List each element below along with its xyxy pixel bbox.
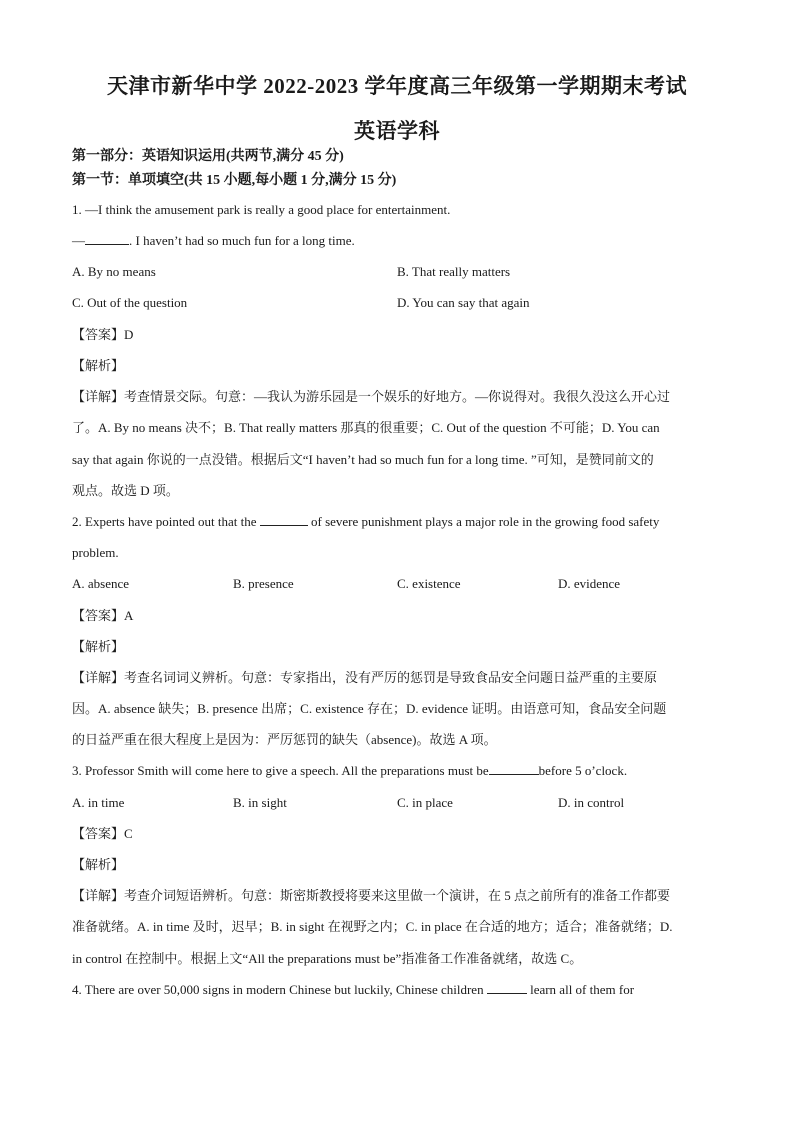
q4-stem — [72, 981, 724, 999]
q3-option-a: A. in time — [72, 795, 125, 810]
q4-blank — [487, 981, 527, 994]
q2-option-a: A. absence — [72, 576, 130, 591]
q1-stem-line2 — [72, 232, 724, 250]
q1-option-d: D. You can say that again — [397, 295, 530, 310]
q2-detail-line1: 【详解】考查名词词义辨析。句意：专家指出，没有严厉的惩罚是导致食品安全问题日益严重的主要原 — [72, 670, 658, 685]
q3-option-d: D. in control — [558, 795, 625, 810]
q1-detail-line1: 【详解】考查情景交际。句意：—我认为游乐园是一个娱乐的好地方。—你说得对。我很久没这么开心过 — [72, 389, 671, 404]
q2-stem-prefix: 2. Experts have pointed out that the — [72, 514, 257, 529]
q3-analysis-label: 【解析】 — [72, 857, 125, 872]
subject-title: 英语学科 — [354, 119, 440, 143]
q4-stem-prefix: 4. There are over 50,000 signs in modern Chinese but luckily, Chinese children — [72, 982, 484, 997]
q3-blank — [489, 762, 539, 775]
q3-option-b: B. in sight — [233, 795, 287, 810]
part-heading: 第一部分：英语知识运用(共两节,满分 45 分) — [72, 149, 344, 164]
q2-blank — [260, 513, 308, 526]
q1-blank — [85, 232, 129, 245]
q2-analysis-label: 【解析】 — [72, 639, 125, 654]
q1-stem-suffix: . I haven’t had so much fun for a long time. — [129, 233, 355, 248]
q3-detail-line2: 准备就绪。A. in time 及时，迟早；B. in sight 在视野之内；C. in place 在合适的地方；适合；准备就绪；D. — [72, 919, 673, 934]
q3-stem-prefix: 3. Professor Smith will come here to give a speech. All the preparations must be — [72, 763, 489, 778]
q2-stem-line2: problem. — [72, 545, 119, 560]
q1-option-c: C. Out of the question — [72, 295, 188, 310]
q1-detail-line4: 观点。故选 D 项。 — [72, 483, 179, 498]
q2-answer: 【答案】A — [72, 608, 134, 623]
q2-option-b: B. presence — [233, 576, 294, 591]
q4-stem-suffix: learn all of them for — [530, 982, 635, 997]
q3-stem — [72, 762, 724, 780]
q3-option-c: C. in place — [397, 795, 453, 810]
q1-option-b: B. That really matters — [397, 264, 511, 279]
q1-detail-line3: say that again 你说的一点没错。根据后文“I haven’t had so much fun for a long time. ”可知，是赞同前文的 — [72, 452, 654, 467]
q1-detail-line2: 了。A. By no means 决不；B. That really matters 那真的很重要；C. Out of the question 不可能；D. You can — [72, 420, 660, 435]
q1-dash: — — [72, 233, 85, 248]
q1-option-a: A. By no means — [72, 264, 156, 279]
q3-detail-line3: in control 在控制中。根据上文“All the preparations must be”指准备工作准备就绪，故选 C。 — [72, 951, 583, 966]
q3-stem-suffix: before 5 o’clock. — [538, 763, 628, 778]
q3-detail-line1: 【详解】考查介词短语辨析。句意：斯密斯教授将要来这里做一个演讲，在 5 点之前所有的准备工作都要 — [72, 888, 671, 903]
q1-analysis-label: 【解析】 — [72, 358, 125, 373]
section-heading: 第一节：单项填空(共 15 小题,每小题 1 分,满分 15 分) — [72, 173, 397, 188]
q2-option-c: C. existence — [397, 576, 461, 591]
q2-detail-line3: 的日益严重在很大程度上是因为：严厉惩罚的缺失（absence)。故选 A 项。 — [72, 732, 497, 747]
q1-answer: 【答案】D — [72, 327, 134, 342]
q1-stem-line1: 1. —I think the amusement park is really a good place for entertainment. — [72, 202, 451, 217]
q3-answer: 【答案】C — [72, 826, 133, 841]
q2-stem-line1 — [72, 513, 724, 531]
page-title: 天津市新华中学 2022-2023 学年度高三年级第一学期期末考试 — [107, 74, 687, 98]
q2-detail-line2: 因。A. absence 缺失；B. presence 出席；C. existence 存在；D. evidence 证明。由语意可知，食品安全问题 — [72, 701, 667, 716]
q2-option-d: D. evidence — [558, 576, 621, 591]
q2-stem-suffix: of severe punishment plays a major role in the growing food safety — [310, 514, 660, 529]
